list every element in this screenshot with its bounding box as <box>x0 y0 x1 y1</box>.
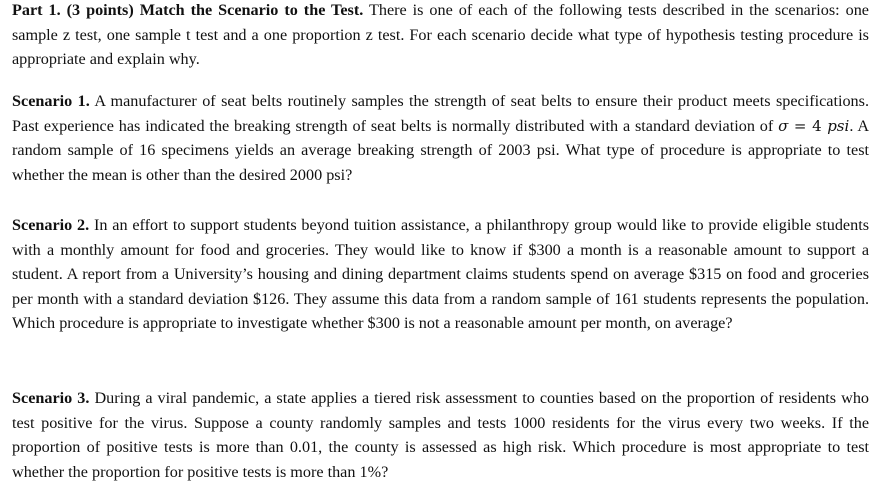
scenario1-label: Scenario 1. <box>12 92 90 110</box>
scenario1-paragraph <box>12 89 869 187</box>
scenario1-text-before: A manufacturer of seat belts routinely samples the strength of seat belts to ensure their product meets specifications. Past experience has indicated the breaking strength of seat belts is normally distributed with a standard deviation of <box>12 92 869 135</box>
scenario1-sigma-expression <box>778 117 849 135</box>
scenario3-text: During a viral pandemic, a state applies a tiered risk assessment to counties based on the proportion of residents who test positive for the virus. Suppose a county randomly samples and tests 1000 residents for the virus every two weeks. If the proportion of positive tests is more than 0.01, the county is assessed as high risk. Which procedure is most appropriate to test whether the proportion for positive tests is more than 1%? <box>12 389 870 481</box>
scenario3-label: Scenario 3. <box>12 389 90 407</box>
sigma-unit: psi <box>827 116 850 135</box>
scenario2-text: In an effort to support students beyond tuition assistance, a philanthropy group would like to provide eligible students with a monthly amount for food and groceries. They would like to know if $300 a month is a reasonable amount to support a student. A report from a University’s housing and dining department claims students spend on average $315 on food and groceries per month with a standard deviation $126. They assume this data from a random sample of 161 students represents the population. Which procedure is appropriate to investigate whether $300 is not a reasonable amount per month, on average? <box>12 216 869 333</box>
scenario3-paragraph <box>12 386 869 484</box>
scenario2-label: Scenario 2. <box>12 216 90 234</box>
sigma-symbol: σ <box>778 116 789 135</box>
scenario1-text-after: . A random sample of 16 specimens yields an average breaking strength of 2003 psi. What type of procedure is appropriate to test whether the mean is other than the desired 2000 psi? <box>12 116 870 184</box>
part1-paragraph <box>12 0 869 72</box>
part1-instructions: There is one of each of the following tests described in the scenarios: one sample z test, one sample t test and a one proportion z test. For each scenario decide what type of hypothesis testing procedure is appropriate and explain why. <box>12 1 869 69</box>
part1-heading: Part 1. (3 points) Match the Scenario to the Test. <box>12 1 364 19</box>
sigma-equals-value: = 4 <box>788 116 828 135</box>
scenario2-paragraph <box>12 213 869 336</box>
